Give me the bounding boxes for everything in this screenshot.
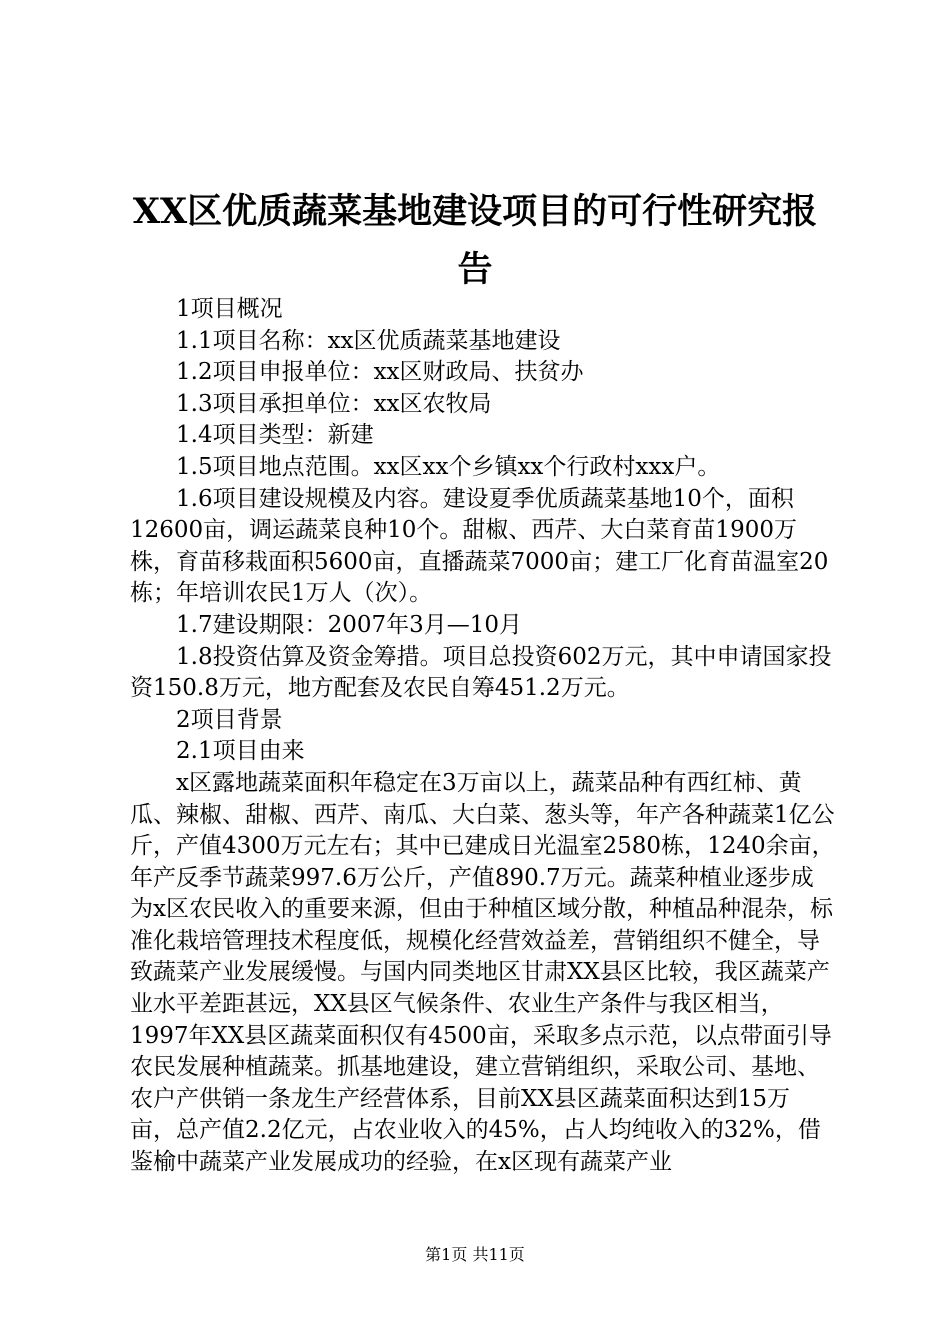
document-title-line-2: 告	[457, 249, 493, 290]
paragraph-period: 1.7建设期限：2007年3月—10月	[176, 611, 523, 638]
paragraph-investment: 1.8投资估算及资金筹措。项目总投资602万元，其中申请国家投资150.8万元，地方配套及农民自筹451.2万元。	[130, 643, 832, 702]
section-heading-background: 2项目背景	[176, 706, 283, 733]
document-body	[130, 294, 835, 1179]
paragraph-origin-text: x区露地蔬菜面积年稳定在3万亩以上，蔬菜品种有西红柿、黄瓜、辣椒、甜椒、西芹、南瓜、大白菜、葱头等，年产各种蔬菜1亿公斤，产值4300万元左右；其中已建成日光温室2580栋，1240余亩，年产反季节蔬菜997.6万公斤，产值890.7万元。蔬菜种植业逐步成为x区农民收入的重要来源，但由于种植区域分散，种植品种混杂，标准化栽培管理技术程度低，规模化经营效益差，营销组织不健全，导致蔬菜产业发展缓慢。与国内同类地区甘肃XX县区比较，我区蔬菜产业水平差距甚远，XX县区气候条件、农业生产条件与我区相当，1997年XX县区蔬菜面积仅有4500亩，采取多点示范，以点带面引导农民发展种植蔬菜。抓基地建设，建立营销组织，采取公司、基地、农户产供销一条龙生产经营体系，目前XX县区蔬菜面积达到15万亩，总产值2.2亿元，占农业收入的45%，占人均纯收入的32%，借鉴榆中蔬菜产业发展成功的经验，在x区现有蔬菜产业	[130, 769, 835, 1176]
paragraph-undertaker: 1.3项目承担单位：xx区农牧局	[176, 390, 492, 417]
section-heading-overview: 1项目概况	[176, 296, 283, 322]
paragraph-scale: 1.6项目建设规模及内容。建设夏季优质蔬菜基地10个，面积12600亩，调运蔬菜良种10个。甜椒、西芹、大白菜育苗1900万株，育苗移栽面积5600亩，直播蔬菜7000亩；建工厂化育苗温室20栋；年培训农民1万人（次）。	[130, 485, 829, 607]
paragraph-project-name: 1.1项目名称：xx区优质蔬菜基地建设	[176, 327, 561, 354]
page-footer: 第1页 共11页	[425, 1245, 525, 1264]
subsection-heading-origin: 2.1项目由来	[176, 738, 305, 765]
paragraph-applicant: 1.2项目申报单位：xx区财政局、扶贫办	[176, 359, 584, 386]
paragraph-location: 1.5项目地点范围。xx区xx个乡镇xx个行政村xxx户。	[176, 453, 721, 480]
document-title-line-1: XX区优质蔬菜基地建设项目的可行性研究报	[132, 191, 818, 232]
paragraph-project-type: 1.4项目类型：新建	[176, 422, 374, 449]
